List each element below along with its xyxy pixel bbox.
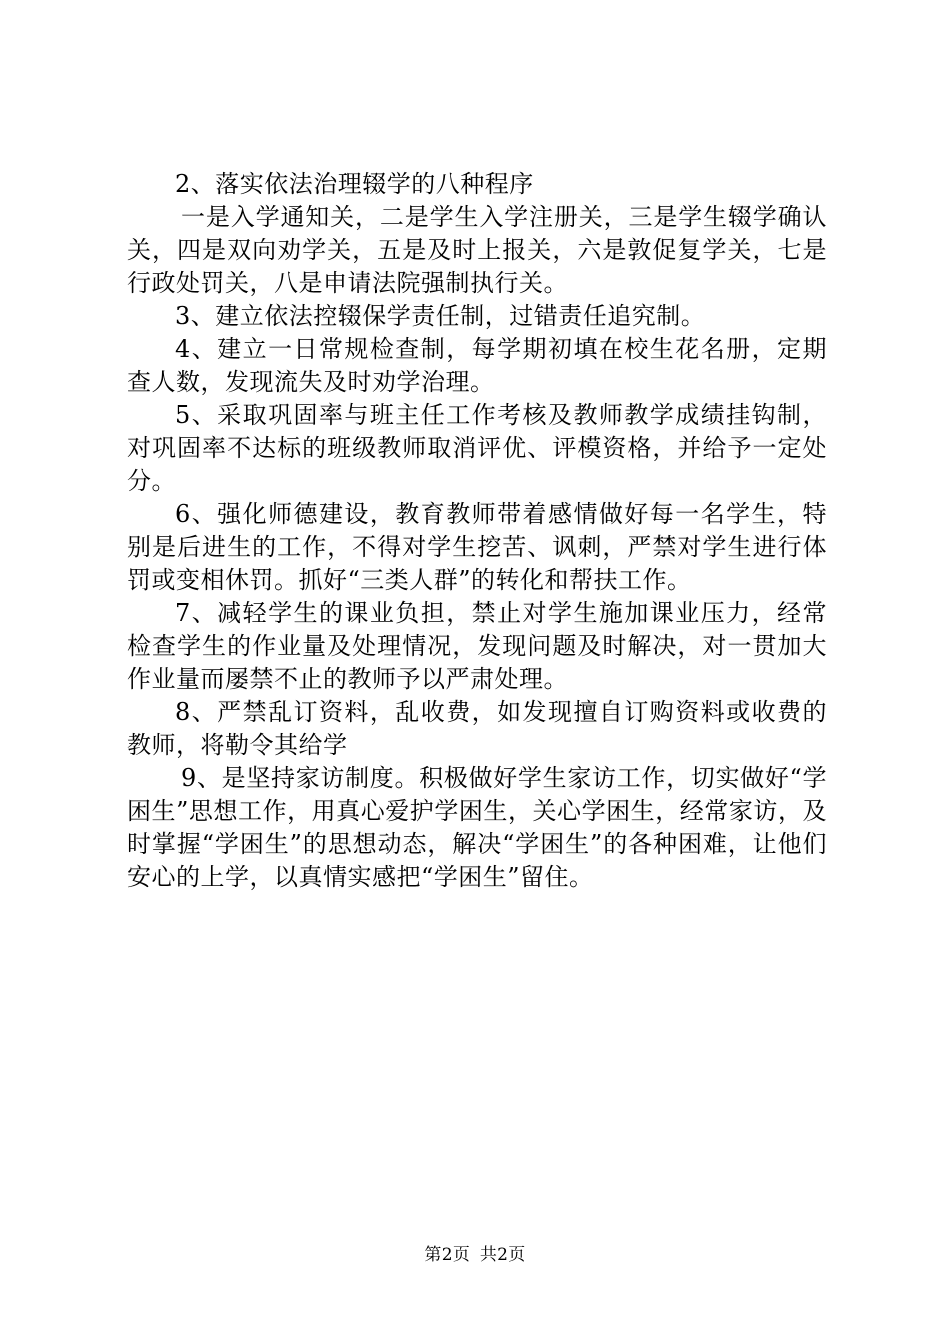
paragraph-8: 8、严禁乱订资料，乱收费，如发现擅自订购资料或收费的教师，将勒令其给学 <box>127 698 827 759</box>
page-number: 第2页 <box>424 1245 471 1265</box>
paragraph-4: 4、建立一日常规检查制，每学期初填在校生花名册，定期查人数，发现流失及时劝学治理。 <box>127 335 827 396</box>
page-footer <box>0 1244 950 1266</box>
paragraph-7: 7、减轻学生的课业负担，禁止对学生施加课业压力，经常检查学生的作业量及处理情况，发现问题及时解决，对一贯加大作业量而屡禁不止的教师予以严肃处理。 <box>127 599 827 693</box>
paragraph-eight-procedures: 一是入学通知关，二是学生入学注册关，三是学生辍学确认关，四是双向劝学关，五是及时上报关，六是敦促复学关，七是行政处罚关，八是申请法院强制执行关。 <box>127 203 827 297</box>
paragraph-2-heading: 2、落实依法治理辍学的八种程序 <box>175 170 534 198</box>
paragraph-3: 3、建立依法控辍保学责任制，过错责任追究制。 <box>175 302 706 330</box>
page-total: 共2页 <box>479 1245 526 1265</box>
document-body <box>127 168 827 894</box>
paragraph-5: 5、采取巩固率与班主任工作考核及教师教学成绩挂钩制，对巩固率不达标的班级教师取消评优、评模资格，并给予一定处分。 <box>127 401 827 495</box>
paragraph-6: 6、强化师德建设，教育教师带着感情做好每一名学生，特别是后进生的工作，不得对学生挖苦、讽刺，严禁对学生进行体罚或变相休罚。抓好“三类人群”的转化和帮扶工作。 <box>127 500 827 594</box>
paragraph-9: 9、是坚持家访制度。积极做好学生家访工作，切实做好“学困生”思想工作，用真心爱护学困生，关心学困生，经常家访，及时掌握“学困生”的思想动态，解决“学困生”的各种困难，让他们安心的上学，以真情实感把“学困生”留住。 <box>127 764 827 891</box>
